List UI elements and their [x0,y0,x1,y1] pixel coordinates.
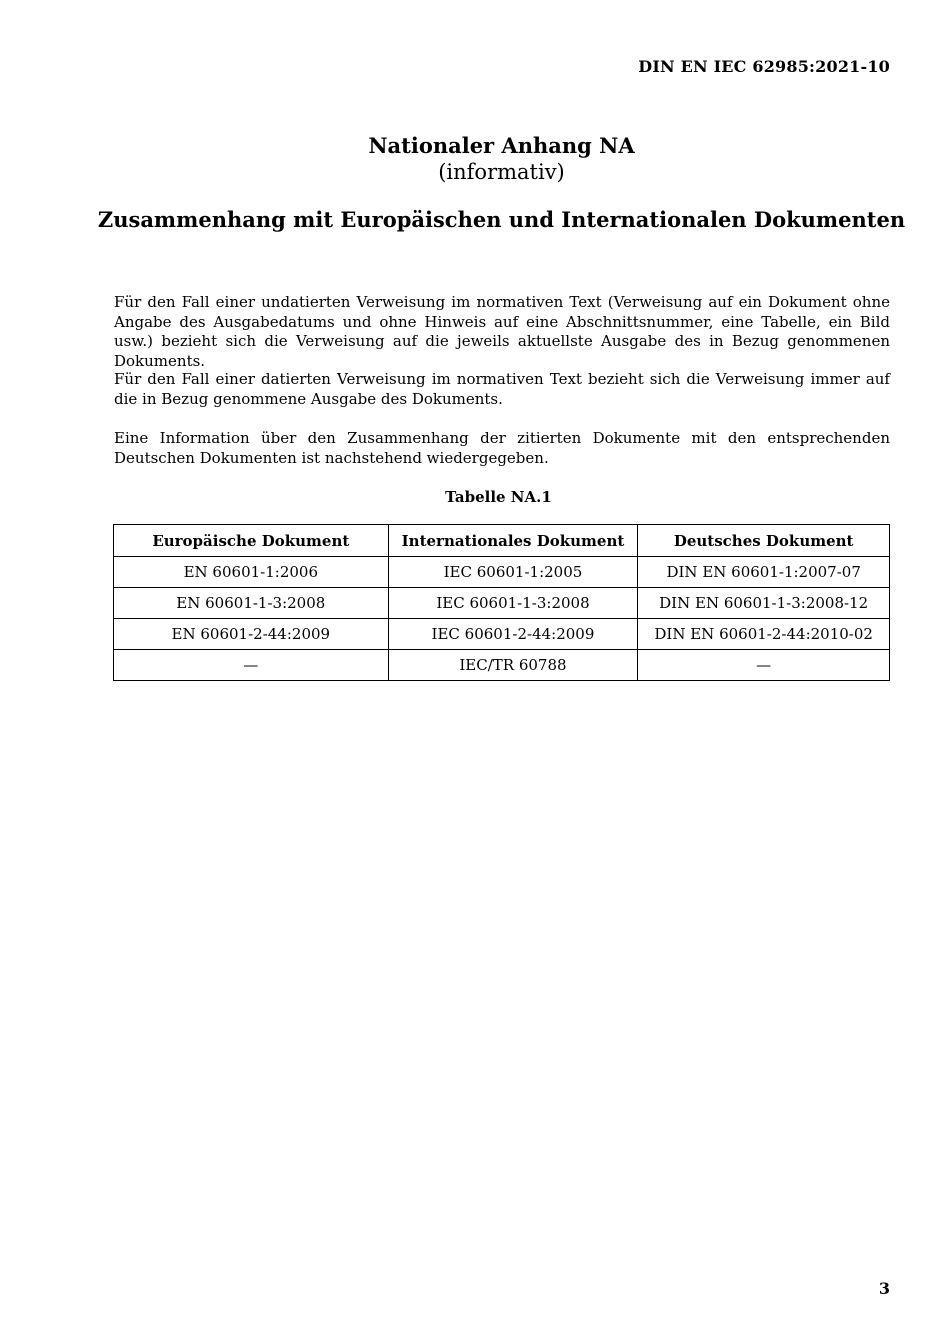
table-cell: DIN EN 60601-2-44:2010-02 [638,619,890,650]
header-european-document: Europäische Dokument [114,525,389,557]
annex-subtitle: (informativ) [438,160,565,184]
page-number: 3 [878,1279,890,1298]
annex-title: Nationaler Anhang NA [368,133,635,158]
table-cell: DIN EN 60601-1-3:2008-12 [638,588,890,619]
reference-table [113,524,890,681]
table-cell: IEC 60601-2-44:2009 [388,619,638,650]
table-cell: EN 60601-2-44:2009 [114,619,389,650]
table-cell: IEC 60601-1-3:2008 [388,588,638,619]
table-cell: DIN EN 60601-1:2007-07 [638,557,890,588]
table-header-row [114,525,890,557]
paragraph-undated-reference: Für den Fall einer undatierten Verweisung im normativen Text (Verweisung auf ein Dokument ohne Angabe des Ausgabedatums und ohne Hinweis auf eine Abschnittsnummer, eine Tabelle, ein Bild usw.) bezieht sich die Verweisung auf die jeweils aktuellste Ausgabe des in Bezug genommenen Dokuments. [114,293,890,370]
table-cell: EN 60601-1-3:2008 [114,588,389,619]
table-cell: IEC/TR 60788 [388,650,638,681]
paragraph-dated-reference: Für den Fall einer datierten Verweisung im normativen Text bezieht sich die Verweisung immer auf die in Bezug genommene Ausgabe des Dokuments. [114,370,890,408]
table-row [114,557,890,588]
table-row [114,619,890,650]
header-international-document: Internationales Dokument [388,525,638,557]
table-cell: IEC 60601-1:2005 [388,557,638,588]
table-row [114,588,890,619]
table-cell: — [638,650,890,681]
header-german-document: Deutsches Dokument [638,525,890,557]
document-id: DIN EN IEC 62985:2021-10 [638,57,890,76]
table-caption: Tabelle NA.1 [445,488,552,506]
table-cell: EN 60601-1:2006 [114,557,389,588]
table-cell: — [114,650,389,681]
paragraph-information: Eine Information über den Zusammenhang der zitierten Dokumente mit den entsprechenden Deutschen Dokumenten ist nachstehend wiedergegeben. [114,429,890,467]
section-title: Zusammenhang mit Europäischen und Internationalen Dokumenten [97,207,906,232]
table-row [114,650,890,681]
